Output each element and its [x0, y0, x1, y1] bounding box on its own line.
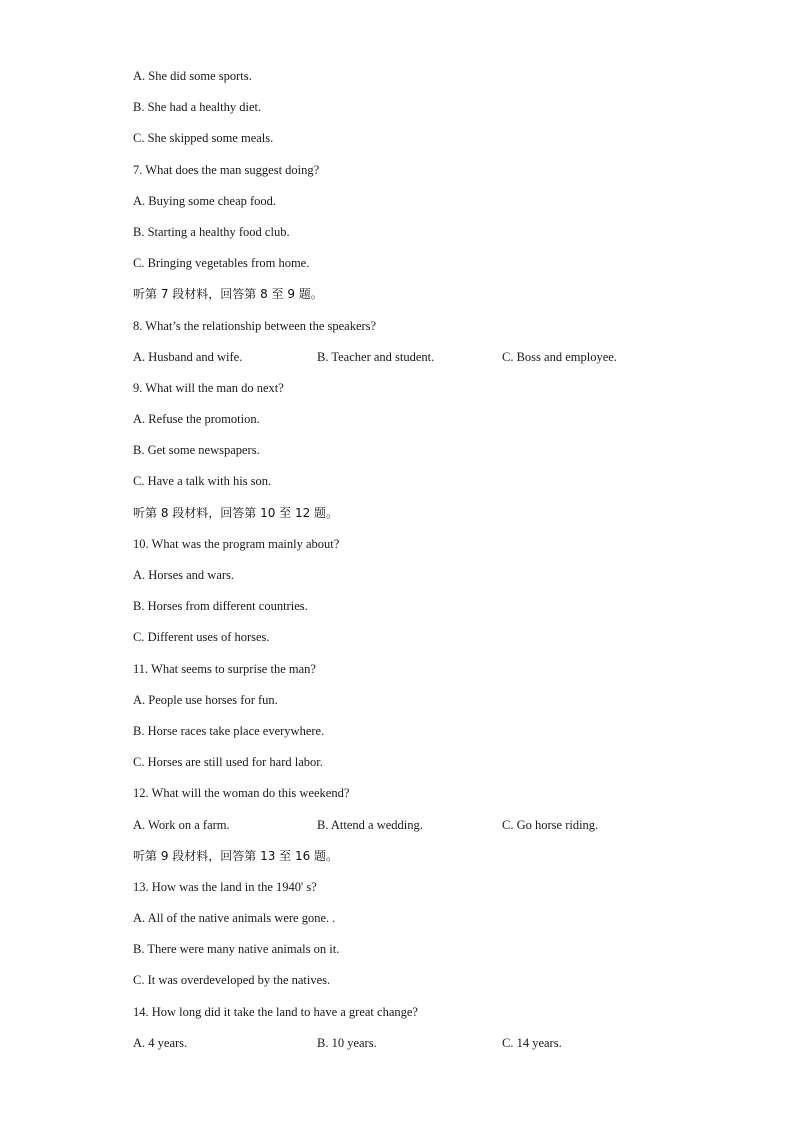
option-line: C. Have a talk with his son. [133, 474, 272, 489]
section-instruction: 听第 7 段材料，回答第 8 至 9 题。 [133, 287, 323, 302]
option-a: A. 4 years. [133, 1035, 188, 1050]
option-line: B. Starting a healthy food club. [133, 224, 290, 239]
section-instruction: 听第 9 段材料，回答第 13 至 16 题。 [133, 848, 339, 863]
question-11: 11. What seems to surprise the man? [133, 661, 316, 676]
question-14: 14. How long did it take the land to have a great change? [133, 1004, 418, 1019]
option-a: A. Husband and wife. [133, 349, 243, 364]
option-line: A. All of the native animals were gone. . [133, 911, 336, 926]
option-line: C. It was overdeveloped by the natives. [133, 973, 331, 988]
option-line: A. She did some sports. [133, 69, 252, 83]
options-row [133, 348, 733, 379]
option-a: A. Work on a farm. [133, 817, 230, 832]
section-instruction: 听第 8 段材料，回答第 10 至 12 题。 [133, 505, 339, 520]
options-row [133, 816, 733, 847]
option-line: A. Buying some cheap food. [133, 193, 277, 208]
question-9: 9. What will the man do next? [133, 380, 284, 395]
option-line: B. Get some newspapers. [133, 443, 260, 458]
option-line: C. Different uses of horses. [133, 630, 270, 645]
question-8: 8. What’s the relationship between the speakers? [133, 318, 377, 333]
option-line: C. Horses are still used for hard labor. [133, 755, 323, 770]
option-b: B. Attend a wedding. [317, 817, 423, 832]
option-line: C. She skipped some meals. [133, 131, 274, 146]
question-10: 10. What was the program mainly about? [133, 536, 340, 551]
question-13: 13. How was the land in the 1940' s? [133, 879, 317, 894]
option-line: B. She had a healthy diet. [133, 100, 262, 115]
option-c: C. Go horse riding. [502, 817, 599, 832]
option-c: C. Boss and employee. [502, 349, 617, 364]
option-c: C. 14 years. [502, 1035, 562, 1050]
option-line: B. Horse races take place everywhere. [133, 723, 325, 738]
option-line: A. People use horses for fun. [133, 692, 278, 707]
question-7: 7. What does the man suggest doing? [133, 162, 320, 177]
option-line: B. There were many native animals on it. [133, 942, 340, 957]
option-line: B. Horses from different countries. [133, 599, 308, 614]
options-row [133, 1034, 733, 1065]
exam-page [133, 67, 733, 1065]
option-line: C. Bringing vegetables from home. [133, 256, 310, 271]
question-12: 12. What will the woman do this weekend? [133, 786, 350, 801]
option-b: B. 10 years. [317, 1035, 377, 1050]
option-line: A. Horses and wars. [133, 568, 235, 582]
option-line: A. Refuse the promotion. [133, 412, 260, 427]
option-b: B. Teacher and student. [317, 349, 435, 364]
